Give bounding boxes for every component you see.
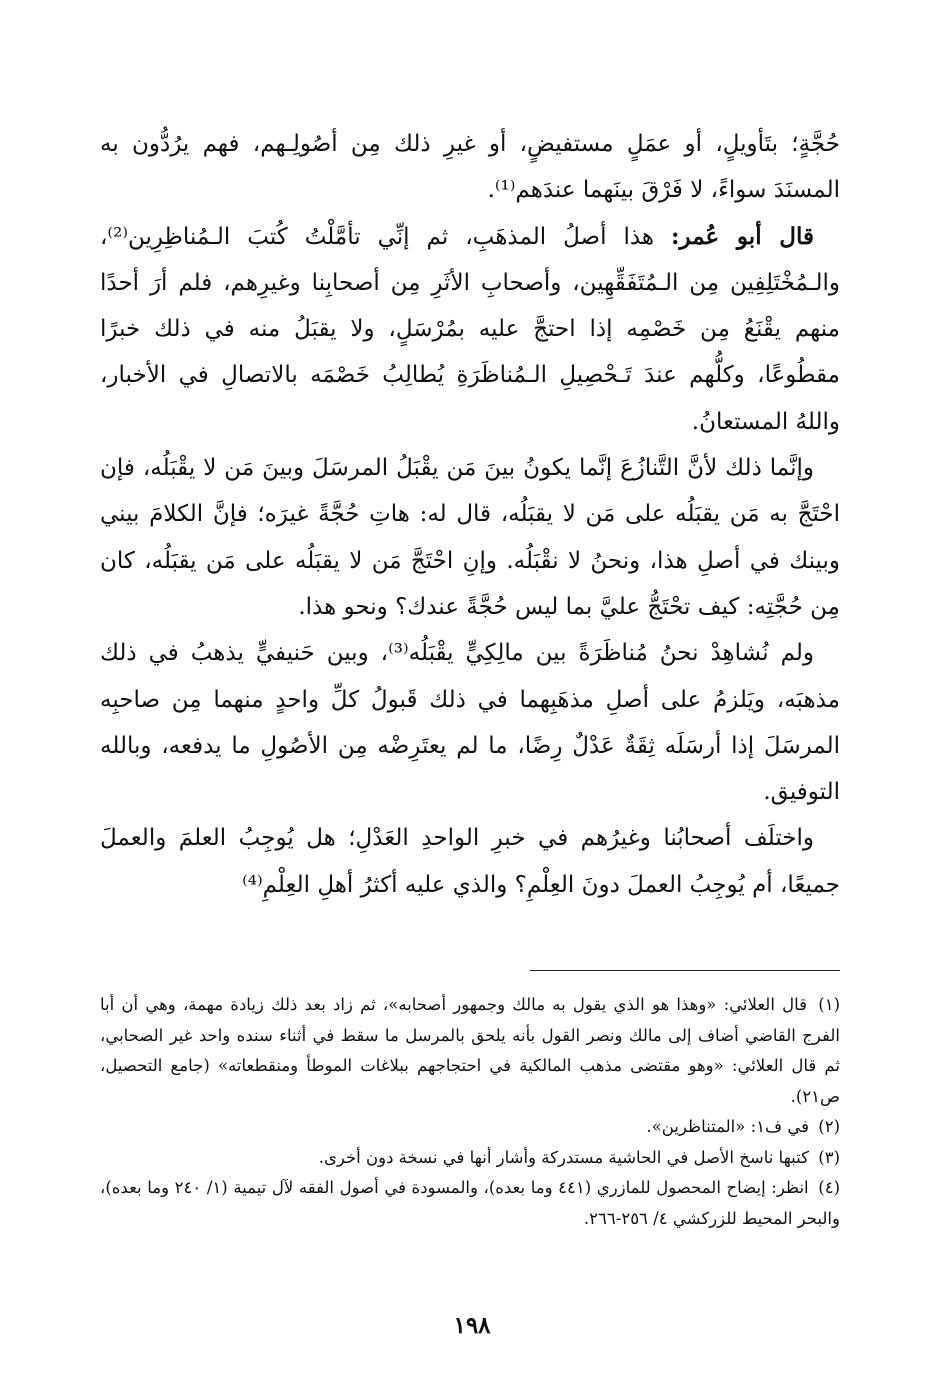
footnote-text: انظر: إيضاح المحصول للمازري (٤٤١ وما بعده)، والمسودة في أصول الفقه لآل تيمية (١/ ٢٤٠ وما بعده)، والبحر المحيط للزركشي ٤/ ٢٥٦-٢٦٦. xyxy=(100,1178,840,1228)
paragraph-5: واختلَف أصحابُنا وغيرُهم في خبرِ الواحدِ العَدْلِ؛ هل يُوجِبُ العلمَ والعملَ جميعًا، أم يُوجِبُ العملَ دونَ العِلْمِ؟ والذي عليه أكثرُ أهلِ العِلْمِ⁽⁴⁾ xyxy=(100,825,840,898)
paragraph-2 xyxy=(100,214,840,445)
footnote-text: قال العلائي: «وهذا هو الذي يقول به مالك وجمهور أصحابه»، ثم زاد بعد ذلك زيادة مهمة، وهي أن أبا الفرج القاضي أضاف إلى مالك ونصر القول بأنه يلحق بالمرسل ما سقط في أثناء سنده واحد غير الصحابي، ثم قال العلائي: «وهو مقتضى مذهب المالكية في احتجاجهم ببلاغات الموطأ ومنقطعاته» (جامع التحصيل، ص٢١). xyxy=(100,995,840,1106)
footnote-number: (٤) xyxy=(818,1178,841,1197)
footnote-text: كتبها ناسخ الأصل في الحاشية مستدركة وأشار أنها في نسخة دون أخرى. xyxy=(318,1147,809,1167)
footnote-4 xyxy=(100,1173,840,1234)
footnote-number: (٣) xyxy=(818,1147,840,1167)
paragraph-3: وإنَّما ذلك لأنَّ التَّنازُعَ إنَّما يكونُ بينَ مَن يقْبَلُ المرسَلَ وبينَ مَن لا يقْبَلُه، فإن احْتَجَّ به مَن يقبَلُه على مَن لا يقبَلُه، قال له: هاتِ حُجَّةً غيرَه؛ فإنَّ الكلامَ بيني وبينك في أصلِ هذا، ونحنُ لا نقْبَلُه. وإنِ احْتَجَّ مَن لا يقبَلُه على مَن يقبَلُه، كان مِن حُجَّتِه: كيف تحْتَجُّ عليَّ بما ليس حُجَّةً عندك؟ ونحو هذا. xyxy=(100,455,840,620)
paragraph-1: حُجَّةٍ؛ بتَأويلٍ، أو عمَلٍ مستفيضٍ، أو غيرِ ذلك مِن أصُولِـهم، فهم يرُدُّون به المسنَدَ سواءً، لا فَرْقَ بينَهما عندَهم⁽¹⁾. xyxy=(100,131,840,204)
paragraph-2-text: هذا أصلُ المذهَبِ، ثم إنِّي تأمَّلْتُ كُتبَ الـمُناظِرِين⁽²⁾، والـمُخْتَلِفِين مِن الـمُتَفَقِّهِين، وأصحابِ الأثَرِ مِن أصحابِنا وغيرِهم، فلم أرَ أحدًا منهم يقْنَعُ مِن خَصْمِه إذا احتجَّ عليه بمُرْسَلٍ، ولا يقبَلُ منه في ذلك خبرًا مقطُوعًا، وكلُّهم عندَ تَـحْصِيلِ الـمُناظَرَةِ يُطالِبُ خَصْمَه بالاتصالِ في الأخبار، واللهُ المستعانُ. xyxy=(100,223,840,435)
footnotes xyxy=(100,990,840,1234)
main-text xyxy=(100,121,840,908)
footnote-3 xyxy=(100,1143,840,1174)
footnote-text: في ف١: «المتناظرين». xyxy=(646,1117,809,1136)
footnote-2 xyxy=(100,1112,840,1143)
footnote-1 xyxy=(100,990,840,1112)
speaker-heading: قال أبو عُمر: xyxy=(671,222,814,250)
page-number: ١٩٨ xyxy=(453,1312,491,1339)
footnote-divider xyxy=(530,970,840,971)
paragraph-4: ولم نُشاهِدْ نحنُ مُناظَرَةً بين مالِكِيٍّ يقْبَلُه⁽³⁾، وبين حَنيفيٍّ يذهبُ في ذلك مذهبَه، ويَلزمُ على أصلِ مذهَبِهما في ذلك قَبولُ كلِّ واحدٍ منهما مِن صاحبِه المرسَلَ إذا أرسَلَه ثِقَةٌ عَدْلٌ رِضًا، ما لم يعتَرِضْه مِن الأصُولِ ما يدفعه، وبالله التوفيق. xyxy=(100,640,840,806)
footnote-number: (١) xyxy=(818,995,840,1014)
footnote-number: (٢) xyxy=(818,1117,840,1136)
